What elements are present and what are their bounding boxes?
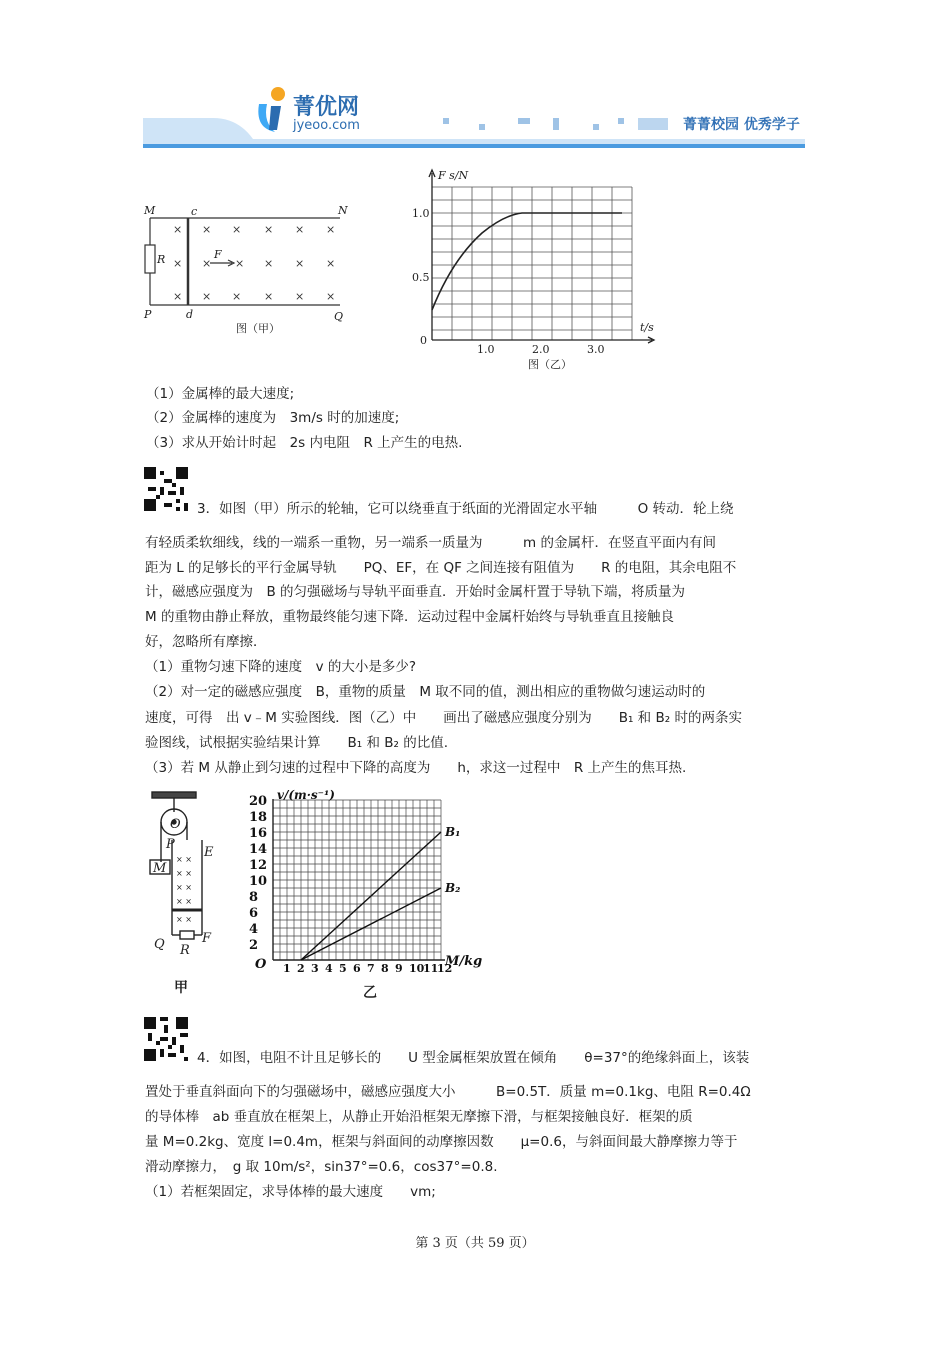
svg-text:×: ×: [326, 223, 336, 236]
svg-text:× ×: × ×: [176, 883, 192, 892]
label-d: d: [186, 308, 194, 321]
q3-line-5: M 的重物由静止释放，重物最终能匀速下降．运动过程中金属杆始终与导轨垂直且接触良: [145, 609, 674, 625]
svg-text:×: ×: [173, 223, 183, 236]
ytick-1: 1.0: [412, 207, 430, 220]
svg-text:×: ×: [232, 290, 242, 303]
chart-xtick: 5: [339, 962, 347, 975]
xtick-1: 1.0: [477, 343, 495, 356]
q4-line-5: 滑动摩擦力， g 取 10m/s²，sin37°=0.6，cos37°=0.8.: [145, 1159, 498, 1175]
chart-xtick: 10: [409, 962, 425, 975]
field-crosses: [176, 855, 192, 924]
chart-xtick: 3: [311, 962, 319, 975]
series-b1-label: B₁: [445, 825, 461, 839]
chart-xtick: 6: [353, 962, 361, 975]
svg-text:×: ×: [264, 223, 274, 236]
logo-icon: [253, 86, 293, 138]
svg-text:×: ×: [264, 257, 274, 270]
q4-line-2: 置处于垂直斜面向下的匀强磁场中，磁感应强度大小 B=0.5T．质量 m=0.1kg、电阻 R=0.4Ω: [145, 1084, 751, 1100]
series-b2-label: B₂: [445, 881, 461, 895]
svg-text:×: ×: [232, 223, 242, 236]
ytick-2: 0.5: [412, 271, 430, 284]
svg-text:×: ×: [235, 257, 245, 270]
qr-code-icon: [144, 467, 188, 511]
q3-line-1: 3．如图（甲）所示的轮轴，它可以绕垂直于纸面的光滑固定水平轴 O 转动．轮上绕: [197, 501, 734, 517]
figure-pulley-apparatus: [144, 790, 219, 1000]
q3-line-6: 好，忽略所有摩擦．: [145, 634, 267, 650]
chart-ytick: 2: [249, 938, 259, 953]
q3-line-10: 验图线，试根据实验结果计算 B₁ 和 B₂ 的比值.: [145, 735, 449, 751]
chart-xtick: 7: [367, 962, 375, 975]
ceiling-mount: [152, 792, 196, 798]
logo-text: 菁优网: [293, 95, 360, 120]
fig1-caption: 图（甲）: [236, 322, 280, 335]
svg-text:×: ×: [295, 257, 305, 270]
page-header: [143, 84, 805, 156]
resistor-symbol: [145, 245, 155, 273]
graph-grid: [432, 187, 632, 340]
q4-line-6: （1）若框架固定，求导体棒的最大速度 vm;: [145, 1184, 436, 1200]
qr-code-icon: [144, 1017, 188, 1061]
svg-text:× ×: × ×: [176, 869, 192, 878]
svg-text:×: ×: [264, 290, 274, 303]
label-P: P: [166, 837, 175, 852]
chart-xlabel: M/kg: [445, 954, 483, 969]
graph-xlabel: t/s: [640, 321, 654, 334]
chart-ytick: 18: [249, 810, 268, 825]
chart-ytick: 8: [249, 890, 259, 905]
label-O: O: [170, 817, 181, 832]
chart-xtick: 4: [325, 962, 333, 975]
label-E: E: [204, 845, 214, 860]
q2-item-1: （1）金属棒的最大速度;: [146, 386, 295, 402]
svg-text:×: ×: [326, 290, 336, 303]
label-F: F: [202, 931, 212, 946]
page-footer: 第 3 页（共 59 页）: [415, 1236, 535, 1251]
chart-grid: [273, 800, 441, 960]
q3-line-9: 速度，可得 出 v﹣M 实验图线．图（乙）中 画出了磁感应强度分别为 B₁ 和 B₂ 时的两条实: [145, 710, 742, 726]
header-slogan: 菁菁校园 优秀学子: [683, 117, 800, 133]
label-R: R: [180, 943, 190, 958]
svg-text:×: ×: [202, 290, 212, 303]
chart-xtick: 12: [437, 962, 453, 975]
q3-line-4: 计，磁感应强度为 B 的匀强磁场与导轨平面垂直．开始时金属杆置于导轨下端，将质量为: [145, 584, 686, 600]
chart-ytick: 16: [249, 826, 268, 841]
xtick-2: 2.0: [532, 343, 550, 356]
q4-line-3: 的导体棒 ab 垂直放在框架上，从静止开始沿框架无摩擦下滑，与框架接触良好．框架的质: [145, 1109, 693, 1125]
label-F: F: [214, 248, 222, 261]
chart-ytick: 14: [249, 842, 268, 857]
figure-force-graph: [400, 165, 660, 375]
label-M: M: [153, 861, 167, 876]
chart-ytick: 20: [249, 794, 268, 809]
label-N: N: [338, 204, 348, 217]
q3-line-8: （2）对一定的磁感应强度 B，重物的质量 M 取不同的值，测出相应的重物做匀速运动时的: [145, 684, 706, 700]
label-P: P: [144, 308, 152, 321]
figure-circuit: [140, 200, 370, 340]
chart-xtick: 2: [297, 962, 305, 975]
q3-line-7: （1）重物匀速下降的速度 v 的大小是多少?: [145, 659, 417, 675]
svg-text:×: ×: [173, 257, 183, 270]
svg-text:×: ×: [173, 290, 183, 303]
xtick-3: 3.0: [587, 343, 605, 356]
fig3-caption-jia: 甲: [174, 980, 188, 996]
chart-ytick: 6: [249, 906, 259, 921]
chart-ytick: 12: [249, 858, 268, 873]
q2-item-2: （2）金属棒的速度为 3m/s 时的加速度;: [146, 410, 400, 426]
chart-xtick: 1: [283, 962, 291, 975]
chart-ylabel: v/(m·s⁻¹): [277, 788, 335, 802]
label-Q: Q: [154, 937, 165, 952]
svg-text:× ×: × ×: [176, 855, 192, 864]
chart-ytick: 10: [249, 874, 268, 889]
force-curve: [432, 213, 622, 310]
q2-item-3: （3）求从开始计时起 2s 内电阻 R 上产生的电热.: [146, 435, 463, 451]
svg-text:×: ×: [295, 290, 305, 303]
graph-ylabel: F s/N: [438, 169, 469, 182]
fig3-caption-yi: 乙: [363, 985, 377, 1000]
logo-domain: jyeoo.com: [293, 118, 360, 133]
chart-xtick: 9: [395, 962, 403, 975]
fig2-caption: 图（乙）: [528, 358, 572, 371]
chart-xtick: 11: [423, 962, 439, 975]
q3-line-11: （3）若 M 从静止到匀速的过程中下降的高度为 h，求这一过程中 R 上产生的焦耳热.: [145, 760, 687, 776]
graph-origin: 0: [420, 334, 427, 347]
figure-vm-chart: [245, 785, 495, 1000]
chart-xtick: 8: [381, 962, 389, 975]
svg-text:× ×: × ×: [176, 915, 192, 924]
svg-text:×: ×: [202, 223, 212, 236]
label-c: c: [191, 205, 198, 218]
label-M: M: [144, 204, 156, 217]
label-Q: Q: [334, 310, 344, 323]
chart-origin: O: [255, 957, 267, 972]
svg-text:×: ×: [326, 257, 336, 270]
svg-text:×: ×: [202, 257, 212, 270]
svg-text:× ×: × ×: [176, 897, 192, 906]
field-crosses: [173, 223, 335, 303]
label-R: R: [157, 253, 166, 266]
q3-line-3: 距为 L 的足够长的平行金属导轨 PQ、EF，在 QF 之间连接有阻值为 R 的电阻，其余电阻不: [145, 560, 737, 576]
q3-line-2: 有轻质柔软细线，线的一端系一重物，另一端系一质量为 m 的金属杆．在竖直平面内有间: [145, 535, 716, 551]
q4-line-4: 量 M=0.2kg、宽度 l=0.4m，框架与斜面间的动摩擦因数 μ=0.6，与斜面间最大静摩擦力等于: [145, 1134, 738, 1150]
chart-ytick: 4: [249, 922, 259, 937]
resistor-symbol: [180, 931, 194, 939]
q4-line-1: 4．如图，电阻不计且足够长的 U 型金属框架放置在倾角 θ=37°的绝缘斜面上，该装: [197, 1050, 750, 1066]
svg-text:×: ×: [295, 223, 305, 236]
